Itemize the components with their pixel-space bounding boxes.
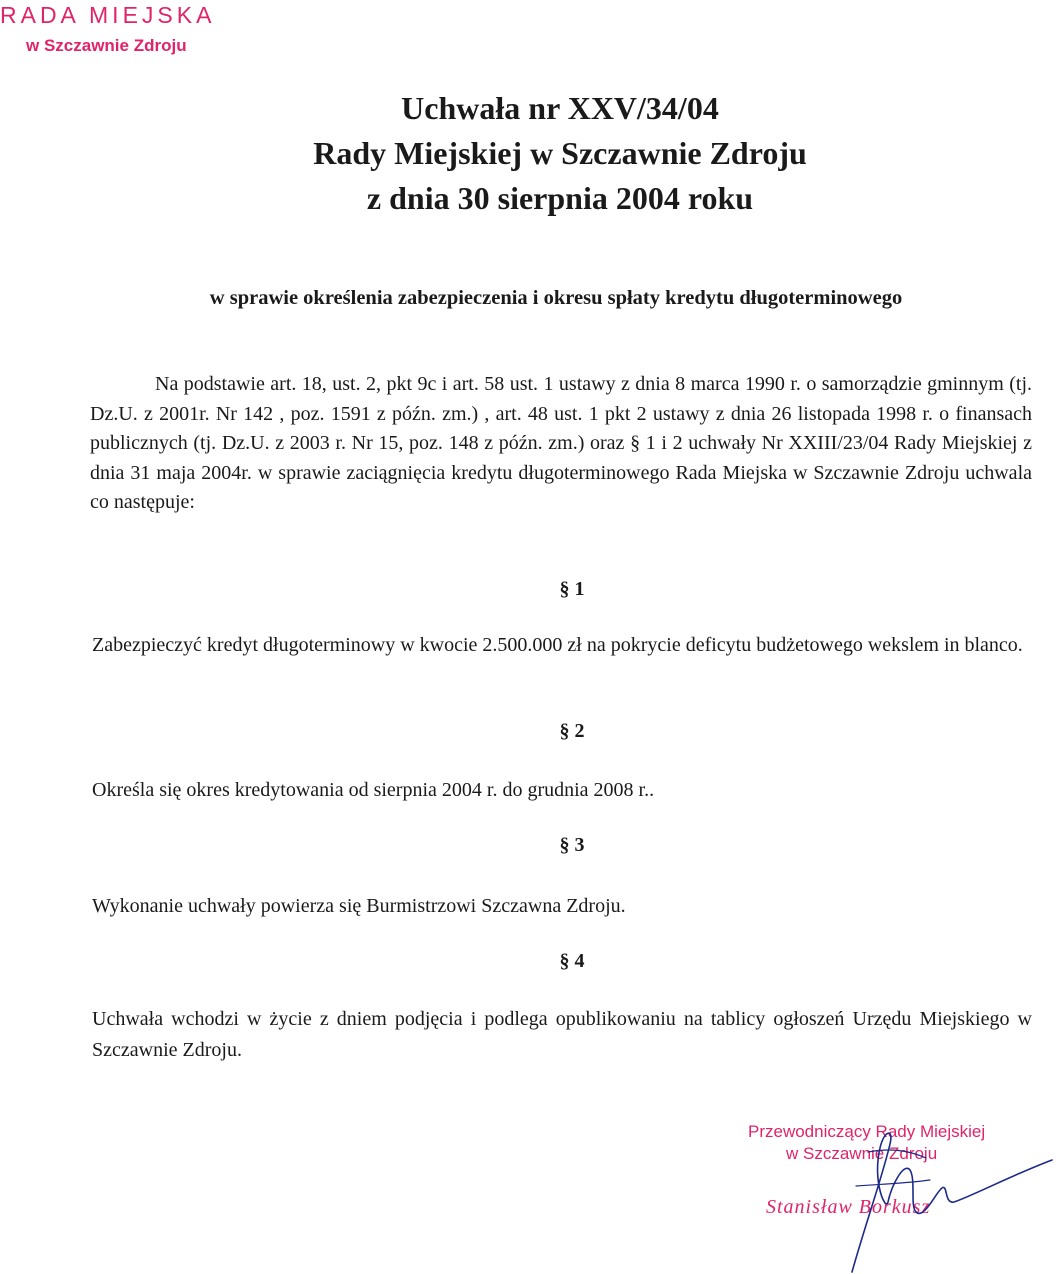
handwritten-signature-icon — [740, 1122, 1056, 1274]
section-2-sign: § 2 — [559, 720, 585, 742]
preamble-paragraph: Na podstawie art. 18, ust. 2, pkt 9c i art. 58 ust. 1 ustawy z dnia 8 marca 1990 r. o samorządzie gminnym (tj. Dz.U. z 2001r. Nr 142 , poz. 1591 z późn. zm.) , art. 48 ust. 1 pkt 2 ustawy z dnia 26 listopada 1998 r. o finansach publicznych (tj. Dz.U. z 2003 r. Nr 15, poz. 148 z późn. zm.) oraz § 1 i 2 uchwały Nr XXIII/23/04 Rady Miejskiej z dnia 31 maja 2004r. w sprawie zaciągnięcia kredytu długoterminowego Rada Miejska w Szczawnie Zdroju uchwala co następuje: — [90, 373, 1032, 514]
resolution-subject: w sprawie określenia zabezpieczenia i okresu spłaty kredytu długoterminowego — [209, 287, 903, 309]
section-3-text: Wykonanie uchwały powierza się Burmistrzowi Szczawna Zdroju. — [92, 895, 626, 917]
title-number: Uchwała nr XXV/34/04 — [401, 90, 719, 126]
section-4-text: Uchwała wchodzi w życie z dniem podjęcia i podlega opublikowaniu na tablicy ogłoszeń Urzędu Miejskiego w Szczawnie Zdroju. — [92, 1008, 1032, 1061]
stamp-council-name: RADA MIEJSKA — [0, 2, 216, 28]
section-3-sign: § 3 — [559, 834, 585, 856]
signature-name: Stanisław Borkusz — [766, 1196, 931, 1218]
signature-title: Przewodniczący Rady Miejskiej — [748, 1122, 986, 1141]
signature-place: w Szczawnie Zdroju — [786, 1144, 938, 1163]
section-2-text: Określa się okres kredytowania od sierpnia 2004 r. do grudnia 2008 r.. — [92, 779, 655, 801]
resolution-title — [0, 86, 1056, 221]
section-1-sign: § 1 — [559, 578, 585, 600]
title-council: Rady Miejskiej w Szczawnie Zdroju — [313, 135, 807, 171]
title-date: z dnia 30 sierpnia 2004 roku — [366, 180, 754, 216]
section-4-sign: § 4 — [559, 950, 585, 972]
stamp-council-place: w Szczawnie Zdroju — [26, 36, 187, 55]
chairman-signature-stamp — [740, 1122, 1040, 1272]
section-1-text: Zabezpieczyć kredyt długoterminowy w kwocie 2.500.000 zł na pokrycie deficytu budżetowego wekslem in blanco. — [92, 634, 1023, 656]
